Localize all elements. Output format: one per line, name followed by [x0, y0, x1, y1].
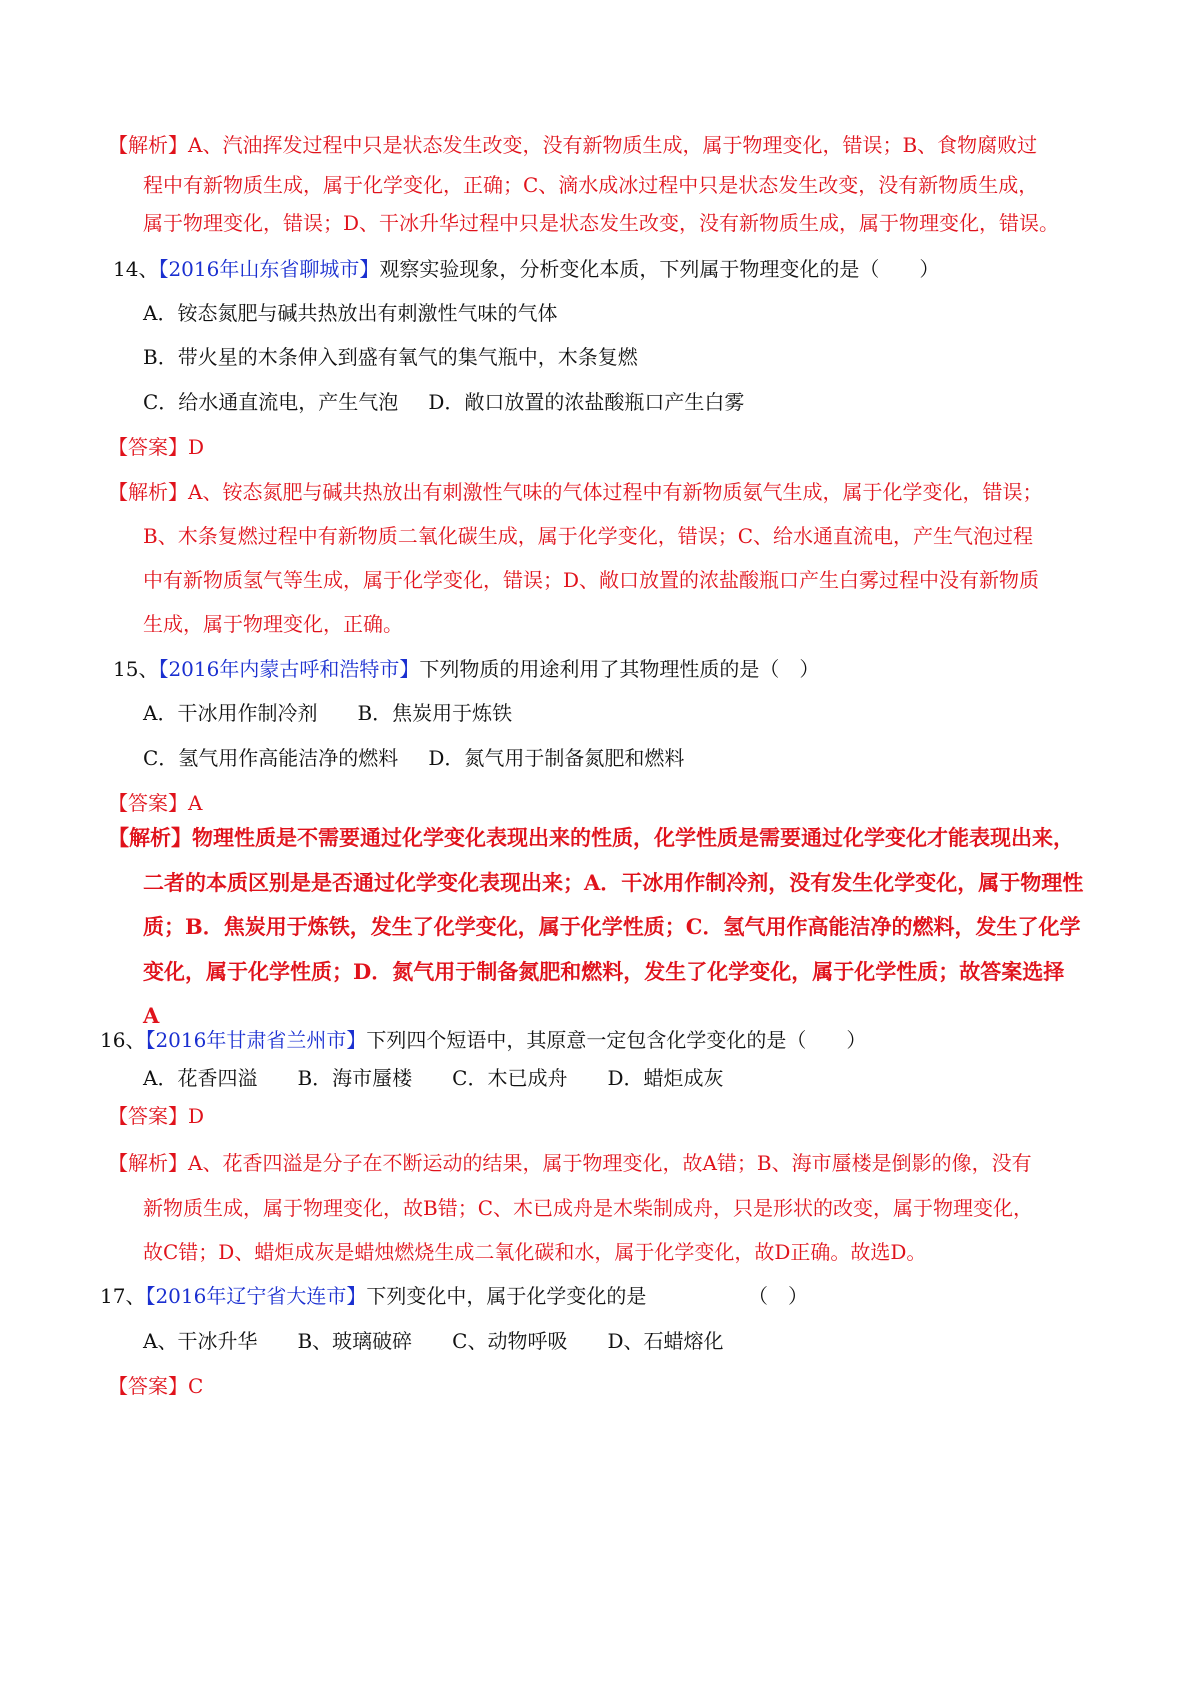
- question-17-options: [143, 1328, 724, 1354]
- question-source: 【2016年山东省聊城市】: [158, 257, 380, 281]
- question-16-option-d: D．蜡炬成灰: [607, 1066, 724, 1090]
- answer-value: C: [188, 1374, 204, 1398]
- question-text: 下列四个短语中，其原意一定包含化学变化的是（ ）: [366, 1028, 867, 1052]
- question-source: 【2016年辽宁省大连市】: [145, 1284, 367, 1308]
- question-15-analysis-line-5: A: [143, 1003, 160, 1028]
- question-15-analysis-line-4: 变化，属于化学性质；D．氮气用于制备氮肥和燃料，发生了化学变化，属于化学性质；故答案选择: [143, 959, 1065, 984]
- question-17-option-a: A、干冰升华: [143, 1329, 258, 1353]
- question-15-option-a: A．干冰用作制冷剂: [143, 701, 318, 725]
- question-14-answer: [108, 434, 204, 460]
- question-14-option-a: A．铵态氮肥与碱共热放出有刺激性气味的气体: [143, 301, 558, 325]
- analysis-13-line-2: 程中有新物质生成，属于化学变化，正确；C、滴水成冰过程中只是状态发生改变，没有新物质生成，: [143, 173, 1039, 197]
- question-15-analysis-line-3: 质；B．焦炭用于炼铁，发生了化学变化，属于化学性质；C．氢气用作高能洁净的燃料，发生了化学: [143, 914, 1081, 939]
- question-15-option-d: D．氮气用于制备氮肥和燃料: [428, 746, 685, 770]
- question-17-option-b: B、玻璃破碎: [297, 1329, 413, 1353]
- question-16-option-a: A．花香四溢: [143, 1066, 258, 1090]
- analysis-label: 【解析】: [108, 1151, 188, 1175]
- answer-label: 【答案】: [108, 435, 188, 459]
- question-15-options-cd: [143, 745, 684, 771]
- question-17-option-d: D、石蜡熔化: [607, 1329, 724, 1353]
- question-17-answer: [108, 1373, 203, 1399]
- question-15-stem: [113, 656, 819, 682]
- question-15-answer: [108, 790, 202, 816]
- analysis-13-line-3: 属于物理变化，错误；D、干冰升华过程中只是状态发生改变，没有新物质生成，属于物理变化，错误。: [143, 211, 1060, 235]
- question-15-option-b: B．焦炭用于炼铁: [357, 701, 513, 725]
- question-16-analysis-line-3: 故C错；D、蜡炬成灰是蜡烛燃烧生成二氧化碳和水，属于化学变化，故D正确。故选D。: [143, 1240, 927, 1264]
- question-text: 下列物质的用途利用了其物理性质的是（ ）: [419, 657, 820, 681]
- answer-value: D: [188, 1104, 205, 1128]
- question-text: 观察实验现象，分析变化本质，下列属于物理变化的是（ ）: [379, 257, 940, 281]
- question-number: 17、: [100, 1284, 146, 1308]
- question-17-stem: [100, 1283, 646, 1309]
- analysis-label: 【解析】: [108, 825, 192, 850]
- question-15-analysis-line-1: [108, 825, 1074, 851]
- question-14-options-cd: [143, 389, 744, 415]
- question-source: 【2016年内蒙古呼和浩特市】: [158, 657, 420, 681]
- question-number: 15、: [113, 657, 159, 681]
- question-16-analysis-line-1: [108, 1150, 1032, 1176]
- analysis-13-line-1: [108, 132, 1037, 158]
- analysis-text: A、汽油挥发过程中只是状态发生改变，没有新物质生成，属于物理变化，错误；B、食物腐败过: [188, 133, 1038, 157]
- analysis-text: A、铵态氮肥与碱共热放出有刺激性气味的气体过程中有新物质氨气生成，属于化学变化，错误；: [188, 480, 1043, 504]
- answer-label: 【答案】: [108, 1104, 188, 1128]
- question-15-options-ab: [143, 700, 512, 726]
- answer-label: 【答案】: [108, 1374, 188, 1398]
- question-14-option-d: D．敞口放置的浓盐酸瓶口产生白雾: [428, 390, 745, 414]
- question-16-analysis-line-2: 新物质生成，属于物理变化，故B错；C、木已成舟是木柴制成舟，只是形状的改变，属于物理变化，: [143, 1196, 1033, 1220]
- question-number: 14、: [113, 257, 159, 281]
- question-17-answer-parentheses: （ ）: [748, 1284, 808, 1308]
- question-16-option-c: C．木已成舟: [452, 1066, 568, 1090]
- question-14-analysis-line-2: B、木条复燃过程中有新物质二氧化碳生成，属于化学变化，错误；C、给水通直流电，产生气泡过程: [143, 524, 1033, 548]
- question-14-analysis-line-3: 中有新物质氢气等生成，属于化学变化，错误；D、敞口放置的浓盐酸瓶口产生白雾过程中没有新物质: [143, 568, 1040, 592]
- analysis-text: A、花香四溢是分子在不断运动的结果，属于物理变化，故A错；B、海市蜃楼是倒影的像，没有: [188, 1151, 1032, 1175]
- question-16-answer: [108, 1103, 204, 1129]
- question-15-analysis-line-2: 二者的本质区别是是否通过化学变化表现出来；A．干冰用作制冷剂，没有发生化学变化，属于物理性: [143, 870, 1084, 895]
- question-15-option-c: C．氢气用作高能洁净的燃料: [143, 746, 399, 770]
- question-14-option-b: B．带火星的木条伸入到盛有氧气的集气瓶中，木条复燃: [143, 345, 638, 369]
- question-17-option-c: C、动物呼吸: [452, 1329, 568, 1353]
- answer-value: D: [188, 435, 205, 459]
- question-16-option-b: B．海市蜃楼: [297, 1066, 413, 1090]
- answer-label: 【答案】: [108, 791, 188, 815]
- question-text: 下列变化中，属于化学变化的是: [366, 1284, 647, 1308]
- question-14-option-c: C．给水通直流电，产生气泡: [143, 390, 399, 414]
- analysis-label: 【解析】: [108, 480, 188, 504]
- question-source: 【2016年甘肃省兰州市】: [145, 1028, 367, 1052]
- question-16-stem: [100, 1027, 866, 1053]
- question-16-options: [143, 1065, 724, 1091]
- question-number: 16、: [100, 1028, 146, 1052]
- question-14-analysis-line-4: 生成，属于物理变化，正确。: [143, 612, 403, 636]
- analysis-label: 【解析】: [108, 133, 188, 157]
- analysis-text: 物理性质是不需要通过化学变化表现出来的性质，化学性质是需要通过化学变化才能表现出来，: [192, 825, 1074, 850]
- question-14-analysis-line-1: [108, 479, 1042, 505]
- question-14-stem: [113, 256, 939, 282]
- answer-value: A: [188, 791, 203, 815]
